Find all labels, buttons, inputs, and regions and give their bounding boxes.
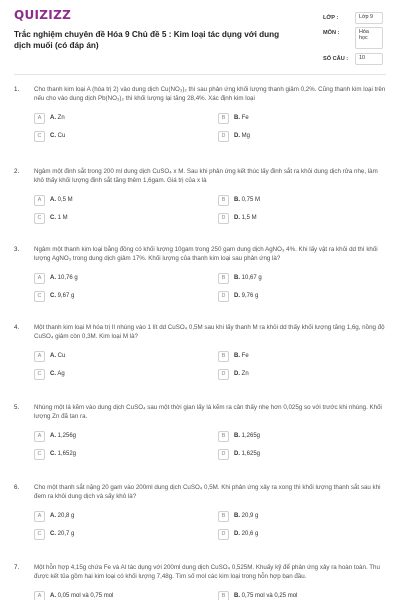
subject-row (323, 27, 389, 53)
option-letter-box: B (218, 511, 229, 522)
option-value: Cu (57, 353, 66, 360)
option-label: B. (234, 593, 240, 600)
option-value: 0,75 mol và 0,25 mol (241, 593, 298, 600)
option-value: Cu (57, 133, 66, 140)
option-letter-box: B (218, 591, 229, 600)
option-value: 1,625g (241, 451, 261, 458)
option-c[interactable] (34, 212, 202, 224)
option-value: 9,67 g (57, 293, 75, 300)
answer-options (34, 590, 386, 600)
option-letter-box: A (34, 591, 45, 600)
option-b[interactable] (218, 590, 386, 600)
option-value: 0,75 M (241, 197, 261, 204)
option-label: B. (234, 433, 240, 440)
option-value: 20,8 g (57, 513, 75, 520)
option-label: B. (234, 513, 240, 520)
option-label: C. (50, 293, 56, 300)
option-letter-box: D (218, 213, 229, 224)
option-letter-box: A (34, 511, 45, 522)
option-a[interactable] (34, 510, 202, 522)
option-b[interactable] (218, 350, 386, 362)
option-label: D. (234, 371, 240, 378)
question-text: Cho thanh kim loại A (hóa trị 2) vào dung dịch Cu(NO₃)₂ thì sau phản ứng khối lượng thanh giảm 0,2%. Cũng thanh kim loại trên nếu cho vào dung dịch Pb(NO₃)₂ thì khối lượng lại tăng 28,4%. Xác định kim loại (34, 86, 386, 102)
option-letter-box: C (34, 131, 45, 142)
answer-options (34, 510, 386, 540)
class-value: Lớp 9 (355, 12, 383, 24)
option-letter-box: D (218, 529, 229, 540)
option-d[interactable] (218, 290, 386, 302)
option-letter-box: D (218, 131, 229, 142)
option-letter-box: B (218, 113, 229, 124)
count-row (323, 53, 389, 68)
option-letter-box: B (218, 431, 229, 442)
option-letter-box: A (34, 351, 45, 362)
option-label: B. (234, 197, 240, 204)
class-label: LỚP : (323, 15, 339, 21)
option-d[interactable] (218, 212, 386, 224)
question-4 (0, 324, 400, 404)
question-list (0, 86, 400, 600)
meta-info (323, 12, 389, 68)
question-number: 4. (14, 324, 20, 331)
option-d[interactable] (218, 130, 386, 142)
option-letter-box: B (218, 273, 229, 284)
question-number: 3. (14, 246, 20, 253)
option-b[interactable] (218, 430, 386, 442)
option-value: Mg (241, 133, 251, 140)
quizizz-logo: QUIZIZZ (14, 8, 72, 22)
question-text: Ngâm một đinh sắt trong 200 ml dung dịch CuSO₄ x M. Sau khi phản ứng kết thúc lấy đinh sắt ra khỏi dung dịch rửa nhẹ, làm khô thấy khối lượng đinh sắt tăng thêm 1,6gam. Giá trị của x là (34, 168, 378, 184)
option-value: 20,6 g (241, 531, 259, 538)
option-label: D. (234, 133, 240, 140)
option-letter-box: B (218, 195, 229, 206)
option-value: 0,05 mol và 0,75 mol (57, 593, 114, 600)
answer-options (34, 194, 386, 224)
option-label: B. (234, 353, 240, 360)
option-letter-box: D (218, 369, 229, 380)
option-label: A. (50, 593, 56, 600)
option-value: 20,9 g (241, 513, 259, 520)
question-number: 2. (14, 168, 20, 175)
option-label: D. (234, 451, 240, 458)
option-c[interactable] (34, 368, 202, 380)
count-value: 10 (355, 53, 383, 65)
question-text: Cho một thanh sắt nặng 20 gam vào 200ml dung dịch CuSO₄ 0,5M. Khi phản ứng xảy ra xong thì khối lượng thanh sắt sau khi đem ra khỏi dung dịch và sấy khô là? (34, 484, 381, 500)
option-letter-box: D (218, 449, 229, 460)
header-divider (14, 74, 386, 75)
class-row (323, 12, 389, 27)
question-number: 5. (14, 404, 20, 411)
question-1 (0, 86, 400, 168)
question-number: 7. (14, 564, 20, 571)
option-b[interactable] (218, 194, 386, 206)
answer-options (34, 350, 386, 380)
question-number: 1. (14, 86, 20, 93)
option-letter-box: A (34, 431, 45, 442)
option-label: C. (50, 215, 56, 222)
option-label: C. (50, 531, 56, 538)
option-a[interactable] (34, 112, 202, 124)
option-c[interactable] (34, 528, 202, 540)
option-letter-box: C (34, 449, 45, 460)
subject-label: MÔN : (323, 30, 340, 36)
answer-options (34, 112, 386, 142)
option-value: 10,76 g (57, 275, 78, 282)
question-6 (0, 484, 400, 564)
option-c[interactable] (34, 130, 202, 142)
option-a[interactable] (34, 350, 202, 362)
option-label: C. (50, 133, 56, 140)
option-label: C. (50, 371, 56, 378)
option-label: D. (234, 531, 240, 538)
question-7 (0, 564, 400, 600)
question-5 (0, 404, 400, 484)
answer-options (34, 430, 386, 460)
option-value: 1,5 M (241, 215, 257, 222)
option-letter-box: D (218, 291, 229, 302)
option-b[interactable] (218, 510, 386, 522)
option-c[interactable] (34, 290, 202, 302)
option-value: Ag (57, 371, 65, 378)
option-label: A. (50, 513, 56, 520)
answer-options (34, 272, 386, 302)
option-value: 1,265g (241, 433, 261, 440)
option-value: 0,5 M (57, 197, 73, 204)
option-letter-box: C (34, 369, 45, 380)
option-a[interactable] (34, 272, 202, 284)
option-letter-box: A (34, 273, 45, 284)
option-value: Zn (241, 371, 249, 378)
option-value: 1,256g (57, 433, 77, 440)
option-label: D. (234, 293, 240, 300)
option-d[interactable] (218, 368, 386, 380)
option-letter-box: C (34, 291, 45, 302)
question-number: 6. (14, 484, 20, 491)
option-label: B. (234, 275, 240, 282)
option-value: 1 M (57, 215, 68, 222)
option-value: 10,67 g (241, 275, 262, 282)
option-value: Fe (241, 353, 249, 360)
option-letter-box: A (34, 195, 45, 206)
option-b[interactable] (218, 272, 386, 284)
option-value: 20,7 g (57, 531, 75, 538)
worksheet-header (0, 0, 400, 80)
option-c[interactable] (34, 448, 202, 460)
option-letter-box: C (34, 213, 45, 224)
question-text: Một thanh kim loại M hóa trị II nhúng vào 1 lít dd CuSO₄ 0,5M sau khi lấy thanh M ra khỏi dd thấy khối lượng tăng 1,6g, nồng độ CuSO₄ giảm còn 0,3M. Kim loại M là? (34, 324, 385, 340)
option-a[interactable] (34, 194, 202, 206)
option-label: A. (50, 353, 56, 360)
question-2 (0, 168, 400, 246)
option-value: Zn (57, 115, 65, 122)
option-value: 1,652g (57, 451, 77, 458)
option-letter-box: A (34, 113, 45, 124)
question-text: Nhúng một lá kẽm vào dung dịch CuSO₄ sau một thời gian lấy lá kẽm ra cân thấy nhẹ hơn 0,025g so với trước khi nhúng. Khối lượng Zn đã tan ra. (34, 404, 382, 420)
option-value: Fe (241, 115, 249, 122)
option-label: A. (50, 433, 56, 440)
worksheet-title: Trắc nghiệm chuyên đề Hóa 9 Chủ đề 5 : Kim loại tác dụng với dung dịch muối (có đáp án) (14, 30, 280, 50)
option-label: D. (234, 215, 240, 222)
option-label: C. (50, 451, 56, 458)
option-letter-box: C (34, 529, 45, 540)
option-label: A. (50, 275, 56, 282)
count-label: SỐ CÂU : (323, 56, 349, 62)
question-3 (0, 246, 400, 324)
option-b[interactable] (218, 112, 386, 124)
option-a[interactable] (34, 590, 202, 600)
subject-value: Hóa học (355, 27, 383, 49)
option-d[interactable] (218, 448, 386, 460)
option-label: A. (50, 197, 56, 204)
option-letter-box: B (218, 351, 229, 362)
option-a[interactable] (34, 430, 202, 442)
option-value: 9,76 g (241, 293, 259, 300)
option-label: A. (50, 115, 56, 122)
question-text: Ngâm một thanh kim loại bằng đồng có khối lượng 10gam trong 250 gam dung dịch AgNO₃ 4%. Khi lấy vật ra khỏi dd thì khối lượng AgNO₃ trong dung dịch giảm 17%. Khối lượng của thanh kim loại sau phản ứng là? (34, 246, 378, 262)
option-d[interactable] (218, 528, 386, 540)
option-label: B. (234, 115, 240, 122)
question-text: Một hỗn hợp 4,15g chứa Fe và Al tác dụng với 200ml dung dịch CuSO₄ 0,525M. Khuấy kỹ để phản ứng xảy ra hoàn toàn. Thu được kết tủa gồm hai kim loại có khối lượng 7,48g. Tìm số mol các kim loại trong hỗn hợp ban đầu. (34, 564, 380, 580)
